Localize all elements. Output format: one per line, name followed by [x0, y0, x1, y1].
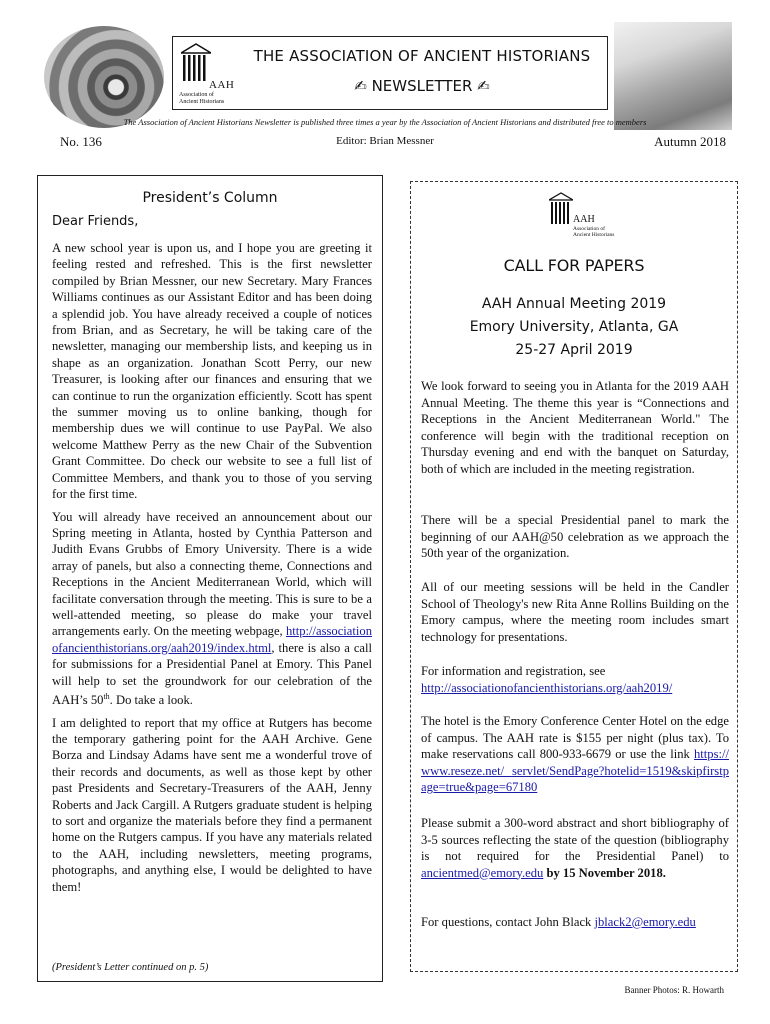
cfp-paragraph-2: There will be a special Presidential panel to mark the beginning of our AAH@50 celebration as we approach the 50th year of the organization. [421, 513, 729, 560]
paragraph-3: I am delighted to report that my office at Rutgers has become the temporary gathering point for the AAH Archive. Gene Borza and Lindsay Adams have sent me a wonderful trove of their records and documents, as well as those kept by other past Presidents and Secretary-Treasurers of the AAH, Jenny Roberts and Jack Cargill. A Rutgers graduate student is helping to sort and organize the materials before they find a permanent home on the Rutgers campus. If you have any materials related to the AAH, including newsletters, meeting programs, photographs, and anything else, I would be delighted to have them! [52, 715, 372, 894]
paragraph-1: A new school year is upon us, and I hope you are greeting it feeling rested and refreshed. This is the first newsletter compiled by Brian Messner, our new Secretary. Mary Frances Williams continues as our Assistant Editor and has been doing a splendid job. You have already received a couple of notices from Brian, and as Secretary, he will be taking care of the newsletter, managing our membership lists, and keeping us in shape as an organization. Jonathan Scott Perry, our new Treasurer, is looking after our finances and ensuring that we can continue to run the organization efficiently. Scott has spent the summer moving us to online banking, though for membership dues we will continue to use PayPal. We also welcome Matthew Perry as the new Chair of the Subvention Grant Committee. Do check our website to see a full list of Committee Members, and thank you to those of you serving for the first time. [52, 241, 372, 502]
cfp-paragraph-7: For questions, contact John Black jblack2@emory.edu [421, 915, 696, 929]
greeting: Dear Friends, [52, 214, 139, 229]
issue-number: No. 136 [60, 134, 102, 149]
banner-photo-pantheon [44, 26, 164, 128]
cfp-paragraph-3: All of our meeting sessions will be held in the Candler School of Theology's new Rita Anne Rollins Building on the Emory campus, where the meeting room includes smart technology for presentations. [421, 580, 729, 644]
cfp-title: CALL FOR PAPERS [503, 256, 645, 275]
meeting-webpage-link[interactable]: http://associationofancienthistorians.org/aah2019/index.html [52, 624, 372, 655]
newsletter-title: ✍︎ NEWSLETTER ✍︎ [354, 77, 490, 95]
logo-line1: Association of [573, 226, 605, 232]
meeting-name: AAH Annual Meeting 2019 [481, 296, 667, 312]
aah-logo-small [549, 192, 615, 240]
call-for-papers-box [410, 181, 738, 972]
editor-line: Editor: Brian Messner [336, 135, 434, 147]
newsletter-banner [172, 36, 608, 110]
registration-link[interactable]: http://associationofancienthistorians.org/aah2019/ [421, 680, 673, 695]
cfp-paragraph-1: We look forward to seeing you in Atlanta for the 2019 AAH Annual Meeting. The theme this year is “Connections and Receptions in the Ancient Mediterranean World." The conference will begin with the traditional reception on Thursday evening and end with the banquet on Saturday, both of which are included in the meeting registration. [421, 379, 729, 476]
pillars-icon [181, 43, 211, 83]
paragraph-2: You will already have received an announcement about our Spring meeting in Atlanta, hosted by Cynthia Patterson and Judith Evans Grubbs of Emory University. There is a wide array of panels, but also a connecting theme, Connections and Receptions in the Ancient Mediterranean World, which will facilitate conversation through the meeting. This is sure to be a well-attended meeting, so please do make your travel arrangements early. On the meeting webpage, http://associationofancienthistorians.org/aah2019/index.html, there is also a call for submissions for a Presidential Panel at Emory. This Panel will help to set the groundwork for our celebration of the AAH’s 50th. Do take a look. [52, 509, 372, 708]
logo-abbr: AAH [573, 214, 595, 225]
banner-photo-statue [614, 22, 732, 130]
submission-email-link[interactable]: ancientmed@emory.edu [421, 865, 544, 880]
photo-credit: Banner Photos: R. Howarth [624, 985, 724, 995]
tagline: The Association of Ancient Historians Newsletter is published three times a year by the Association of Ancient Historians and distributed free to members [123, 117, 647, 127]
issue-season: Autumn 2018 [654, 134, 726, 149]
meeting-dates: 25-27 April 2019 [515, 342, 633, 358]
continued-note: (President’s Letter continued on p. 5) [52, 962, 209, 973]
president-text [52, 240, 372, 901]
cfp-paragraph-6: Please submit a 300-word abstract and short bibliography of 3-5 sources reflecting the state of the question (bibliography is not required for the Presidential Panel) to ancientmed@emory.edu by 15 November 2018. [421, 816, 729, 880]
meeting-place: Emory University, Atlanta, GA [469, 319, 679, 335]
cfp-paragraph-4: For information and registration, see http://associationofancienthistorians.org/aah2019/ [421, 664, 673, 695]
cfp-paragraph-5: The hotel is the Emory Conference Center Hotel on the edge of campus. The AAH rate is $155 per night (plus tax). To make reservations call 800-933-6679 or use the link https://www.reseze.net/ servlet/SendPage?hotelid=1519&skipfirstpage=true&page=67180 [421, 714, 729, 794]
aah-logo [179, 41, 249, 107]
column-title: President’s Column [142, 190, 278, 206]
logo-line1: Association of [179, 92, 214, 98]
hotel-link[interactable]: https://www.reseze.net/ servlet/SendPage?hotelid=1519&skipfirstpage=true&page=67180 [421, 747, 729, 794]
logo-line2: Ancient Historians [573, 232, 615, 238]
pillars-icon [549, 192, 573, 226]
logo-abbr: AAH [209, 79, 235, 91]
association-title: THE ASSOCIATION OF ANCIENT HISTORIANS [253, 47, 591, 65]
presidents-column [37, 175, 383, 982]
contact-email-link[interactable]: jblack2@emory.edu [594, 915, 696, 929]
logo-line2: Ancient Historians [179, 99, 225, 105]
